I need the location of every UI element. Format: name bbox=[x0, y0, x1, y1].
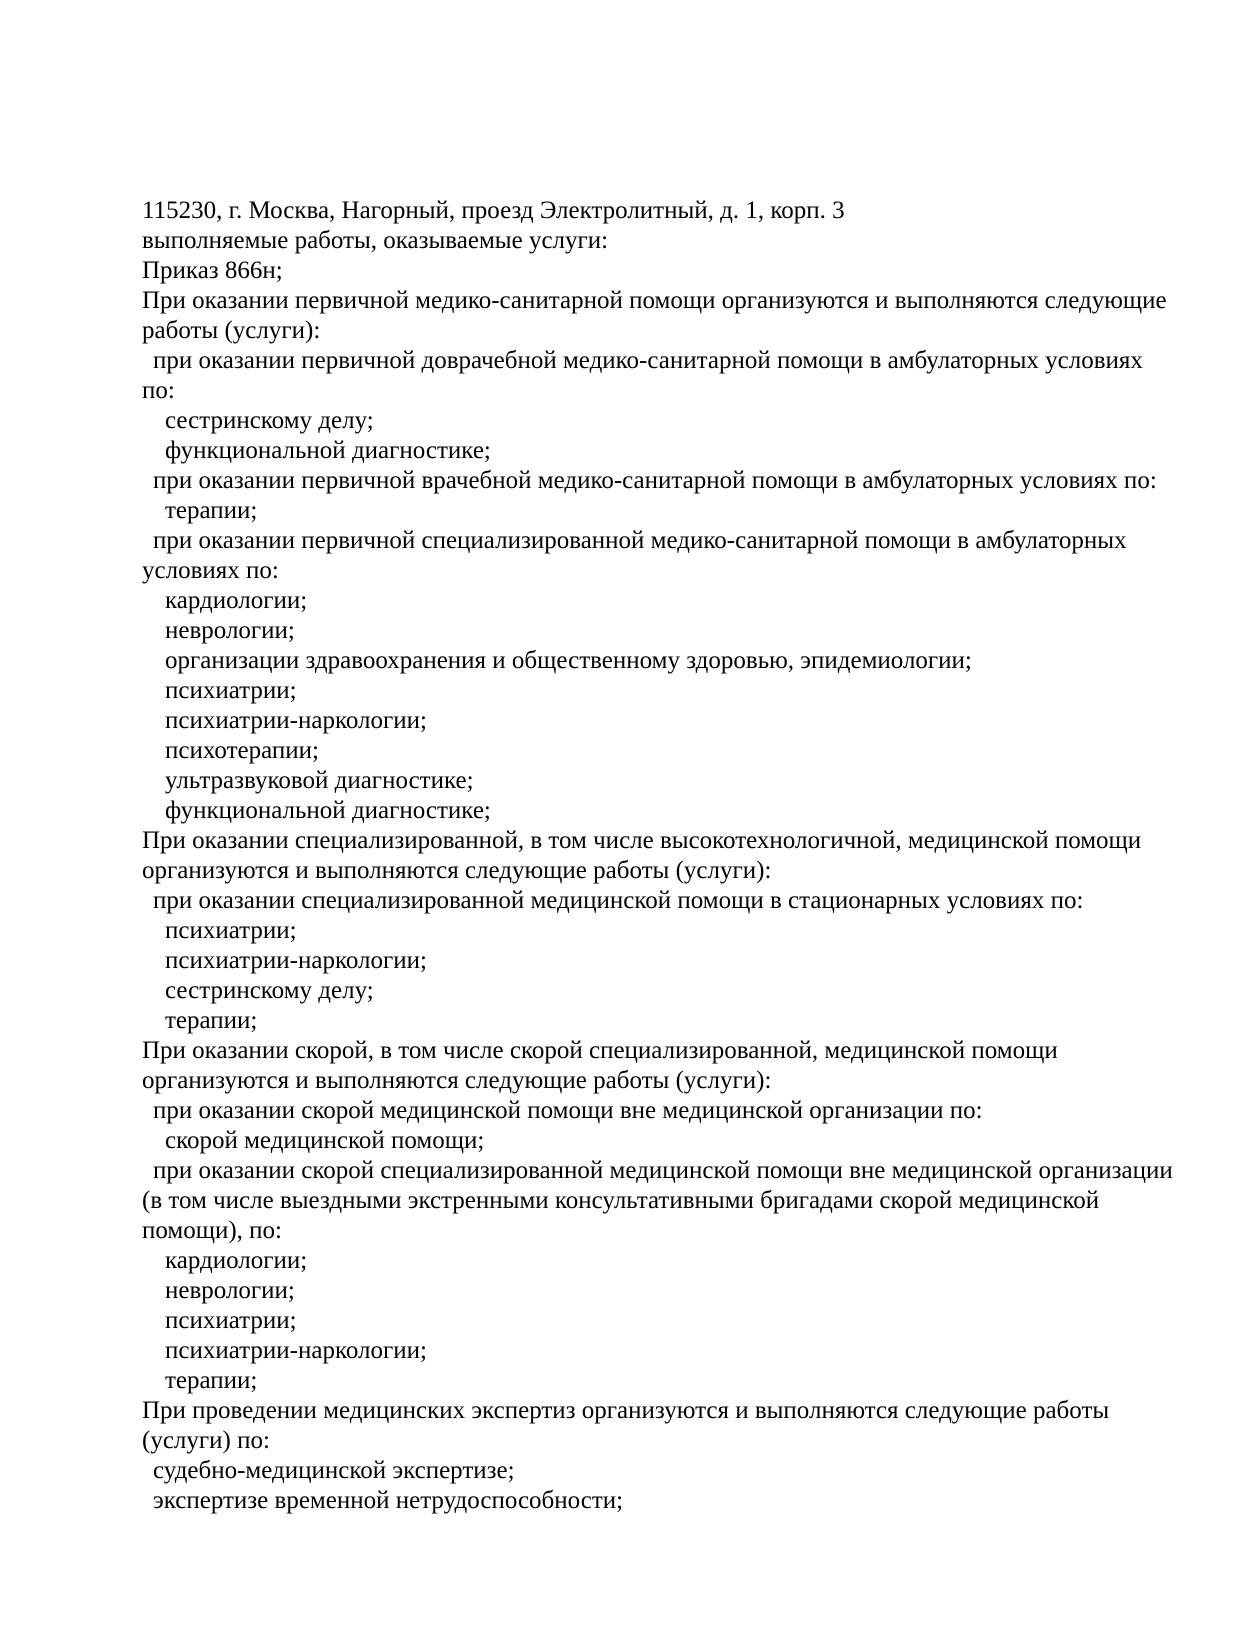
document-line: сестринскому делу; bbox=[165, 977, 374, 1004]
document-line: сестринскому делу; bbox=[165, 407, 374, 434]
document-line: при оказании первичной специализированной медико-санитарной помощи в амбулаторных bbox=[153, 527, 1127, 554]
document-line: психиатрии; bbox=[165, 917, 297, 944]
document-line: помощи), по: bbox=[142, 1217, 283, 1244]
document-line: при оказании специализированной медицинской помощи в стационарных условиях по: bbox=[153, 887, 1084, 914]
document-line: скорой медицинской помощи; bbox=[165, 1127, 485, 1154]
document-line: психиатрии-наркологии; bbox=[165, 707, 427, 734]
document-line: Приказ 866н; bbox=[142, 257, 283, 284]
document-line: функциональной диагностике; bbox=[165, 797, 491, 824]
document-line: При оказании первичной медико-санитарной помощи организуются и выполняются следующие bbox=[142, 287, 1167, 314]
document-line: 115230, г. Москва, Нагорный, проезд Электролитный, д. 1, корп. 3 bbox=[142, 197, 845, 224]
document-line: психиатрии-наркологии; bbox=[165, 947, 427, 974]
document-text-block bbox=[142, 106, 1202, 1516]
document-line: при оказании скорой специализированной медицинской помощи вне медицинской организации bbox=[153, 1157, 1173, 1184]
document-line: психиатрии; bbox=[165, 677, 297, 704]
document-line: (в том числе выездными экстренными консультативными бригадами скорой медицинской bbox=[142, 1187, 1100, 1214]
document-line: психотерапии; bbox=[165, 737, 319, 764]
document-line: ультразвуковой диагностике; bbox=[165, 767, 474, 794]
document-line: терапии; bbox=[165, 1367, 258, 1394]
document-line: (услуги) по: bbox=[142, 1427, 270, 1454]
document-line: кардиологии; bbox=[165, 1247, 308, 1274]
document-line: организации здравоохранения и общественному здоровью, эпидемиологии; bbox=[165, 647, 972, 674]
document-line: психиатрии-наркологии; bbox=[165, 1337, 427, 1364]
document-line: неврологии; bbox=[165, 1277, 295, 1304]
document-line: судебно-медицинской экспертизе; bbox=[153, 1457, 515, 1484]
document-line: функциональной диагностике; bbox=[165, 437, 491, 464]
document-line: При оказании скорой, в том числе скорой специализированной, медицинской помощи bbox=[142, 1037, 1058, 1064]
document-line: условиях по: bbox=[142, 557, 279, 584]
document-line: психиатрии; bbox=[165, 1307, 297, 1334]
document-line: терапии; bbox=[165, 497, 258, 524]
document-line: неврологии; bbox=[165, 617, 295, 644]
document-line: терапии; bbox=[165, 1007, 258, 1034]
document-line: При проведении медицинских экспертиз организуются и выполняются следующие работы bbox=[142, 1397, 1110, 1424]
document-line: по: bbox=[142, 377, 175, 404]
document-line: организуются и выполняются следующие работы (услуги): bbox=[142, 1067, 772, 1094]
document-line: организуются и выполняются следующие работы (услуги): bbox=[142, 857, 772, 884]
document-line: работы (услуги): bbox=[142, 317, 321, 344]
document-line: выполняемые работы, оказываемые услуги: bbox=[142, 227, 609, 254]
document-line: экспертизе временной нетрудоспособности; bbox=[153, 1487, 624, 1514]
document-line: при оказании первичной врачебной медико-санитарной помощи в амбулаторных условиях по: bbox=[153, 467, 1157, 494]
document-line: кардиологии; bbox=[165, 587, 308, 614]
document-line: При оказании специализированной, в том числе высокотехнологичной, медицинской помощи bbox=[142, 827, 1142, 854]
document-line: при оказании скорой медицинской помощи вне медицинской организации по: bbox=[153, 1097, 983, 1124]
document-line: при оказании первичной доврачебной медико-санитарной помощи в амбулаторных условиях bbox=[153, 347, 1143, 374]
